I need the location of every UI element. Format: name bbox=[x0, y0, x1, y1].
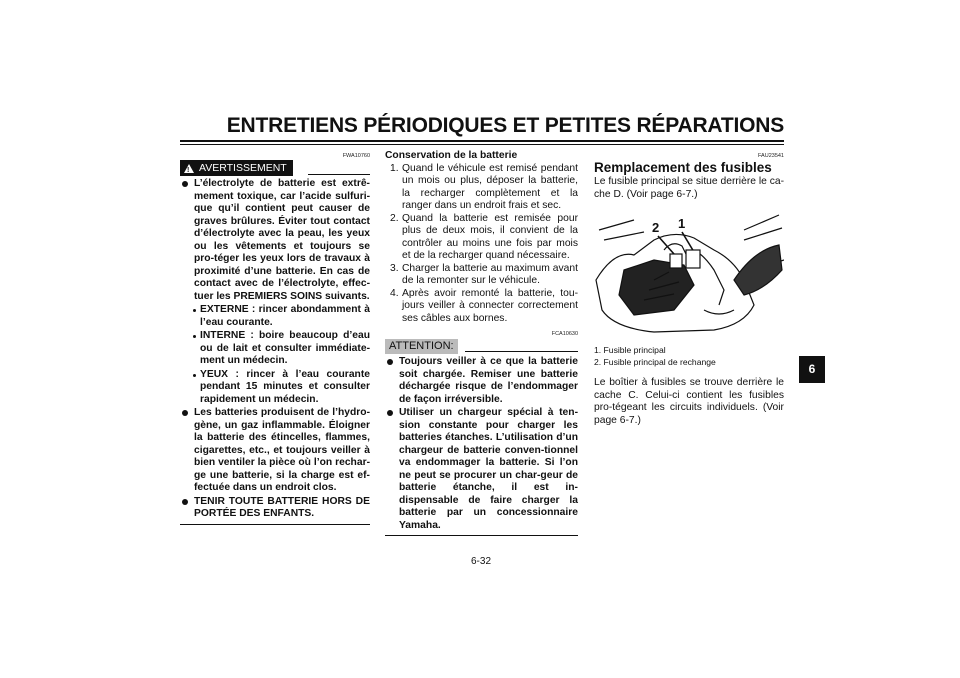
figure-label-2: 2 bbox=[652, 220, 660, 235]
attention-bullet bbox=[385, 407, 578, 532]
step-text: Quand la batterie est remisée pour plus de deux mois, il convient de la contrôler au moins une fois par mois et de la recharger quand nécessaire. bbox=[402, 212, 578, 261]
warning-sub-bullet bbox=[180, 330, 370, 368]
bullet-icon bbox=[387, 359, 393, 365]
attention-code: FCA10630 bbox=[551, 331, 578, 337]
section-code: FAU23541 bbox=[758, 153, 784, 159]
fuse-box-paragraph: Le boîtier à fusibles se trouve derrière le cache C. Celui-ci contient les fusibles pro-tégeant les circuits individuels. (Voir page 6-7.) bbox=[594, 377, 784, 426]
step-item bbox=[385, 163, 578, 213]
subsection-heading: Conservation de la batterie bbox=[385, 150, 518, 161]
caption-item: 2. Fusible principal de rechange bbox=[594, 357, 716, 367]
warning-sub-bullet bbox=[180, 369, 370, 407]
step-item bbox=[385, 213, 578, 263]
caption-item: 1. Fusible principal bbox=[594, 345, 666, 355]
warning-label: AVERTISSEMENT bbox=[199, 161, 287, 174]
intro-paragraph: Le fusible principal se situe derrière le ca-che D. (Voir page 6-7.) bbox=[594, 176, 785, 200]
figure-caption bbox=[594, 344, 784, 368]
step-text: Après avoir remonté la batterie, tou-jours veiller à connecter correctement ses câbles aux bornes. bbox=[402, 287, 578, 324]
warning-bullet-text: L’électrolyte de batterie est extrê-mement toxique, car l’acide sulfuri-que qu’il contient peut causer de graves brûlures. Éviter tout contact d’électrolyte avec la peau, les yeux ou les vêtements et toujours se pro-téger les yeux lors de travaux à proximité d’une batterie. En cas de contact avec de l’électrolyte, effec-tuer les PREMIERS SOINS suivants. bbox=[194, 178, 370, 302]
sub-bullet-text: YEUX : rincer à l’eau courante pendant 15 minutes et consulter rapidement un médecin. bbox=[200, 368, 370, 405]
step-number: 1. bbox=[390, 162, 399, 174]
figure-label-1: 1 bbox=[678, 216, 686, 231]
step-text: Quand le véhicule est remisé pendant un mois ou plus, déposer la batterie, la recharger complètement et la ranger dans un endroit frais et sec. bbox=[402, 162, 578, 211]
warning-code: FWA10760 bbox=[342, 153, 370, 159]
column-fuses bbox=[594, 150, 784, 427]
attention-bullet bbox=[385, 356, 578, 406]
bullet-icon bbox=[182, 181, 188, 187]
chapter-tab: 6 bbox=[799, 356, 825, 383]
page-number: 6-32 bbox=[470, 556, 491, 567]
warning-badge bbox=[180, 160, 293, 176]
sub-bullet-icon bbox=[193, 374, 196, 377]
warning-triangle-icon: ! bbox=[184, 164, 194, 173]
warning-bullet bbox=[180, 407, 370, 495]
attention-bullet-text: Utiliser un chargeur spécial à ten-sion constante pour charger les batteries étanches. L’utilisation d’un chargeur de batterie conven-tionnel va endommager la batterie. Si l’on ne peut se procurer un char-geur de batterie étanche, il est in-dispensable de faire charger la batterie par un concessionnaire Yamaha. bbox=[399, 407, 578, 531]
bullet-icon bbox=[182, 410, 188, 416]
sub-bullet-icon bbox=[193, 335, 196, 338]
header-rule bbox=[180, 140, 784, 142]
attention-badge: ATTENTION: bbox=[385, 339, 458, 354]
step-item bbox=[385, 288, 578, 326]
section-title: Remplacement des fusibles bbox=[594, 160, 772, 175]
warning-sub-bullet bbox=[180, 304, 370, 329]
warning-end-rule bbox=[180, 524, 370, 525]
attention-header bbox=[385, 337, 578, 355]
attention-end-rule bbox=[385, 535, 578, 536]
warning-header bbox=[180, 159, 370, 177]
sub-bullet-text: INTERNE : boire beaucoup d’eau ou de lait et consulter immédiate-ment un médecin. bbox=[200, 330, 370, 366]
step-item bbox=[385, 263, 578, 288]
step-number: 3. bbox=[390, 262, 399, 274]
fuse-figure bbox=[594, 210, 784, 336]
sub-bullet-icon bbox=[193, 309, 196, 312]
bullet-icon bbox=[387, 410, 393, 416]
column-battery-storage bbox=[385, 150, 578, 536]
warning-bullet bbox=[180, 178, 370, 303]
attention-bullet-text: Toujours veiller à ce que la batterie soit chargée. Remiser une batterie déchargée risque de l’endommager de façon irréversible. bbox=[399, 356, 578, 405]
step-text: Charger la batterie au maximum avant de la remonter sur le véhicule. bbox=[402, 262, 578, 286]
bullet-icon bbox=[182, 499, 188, 505]
fuse-illustration bbox=[594, 210, 784, 336]
step-number: 2. bbox=[390, 212, 399, 224]
warning-rule bbox=[308, 174, 370, 175]
step-number: 4. bbox=[390, 287, 399, 299]
attention-rule bbox=[465, 351, 578, 352]
header-rule-thin bbox=[180, 144, 784, 145]
warning-bullet bbox=[180, 496, 370, 521]
page-title: ENTRETIENS PÉRIODIQUES ET PETITES RÉPARATIONS bbox=[226, 114, 784, 137]
warning-bullet-text: TENIR TOUTE BATTERIE HORS DE PORTÉE DES ENFANTS. bbox=[194, 495, 370, 519]
column-warning bbox=[180, 150, 370, 525]
warning-bullet-text: Les batteries produisent de l’hydro-gène, un gaz inflammable. Éloigner la batterie des étincelles, flammes, cigarettes, etc., et toujours veiller à bien ventiler la pièce où l’on rechar-ge une batterie, si la charge est ef-fectuée dans un endroit clos. bbox=[194, 407, 370, 493]
sub-bullet-text: EXTERNE : rincer abondamment à l’eau courante. bbox=[200, 304, 370, 328]
